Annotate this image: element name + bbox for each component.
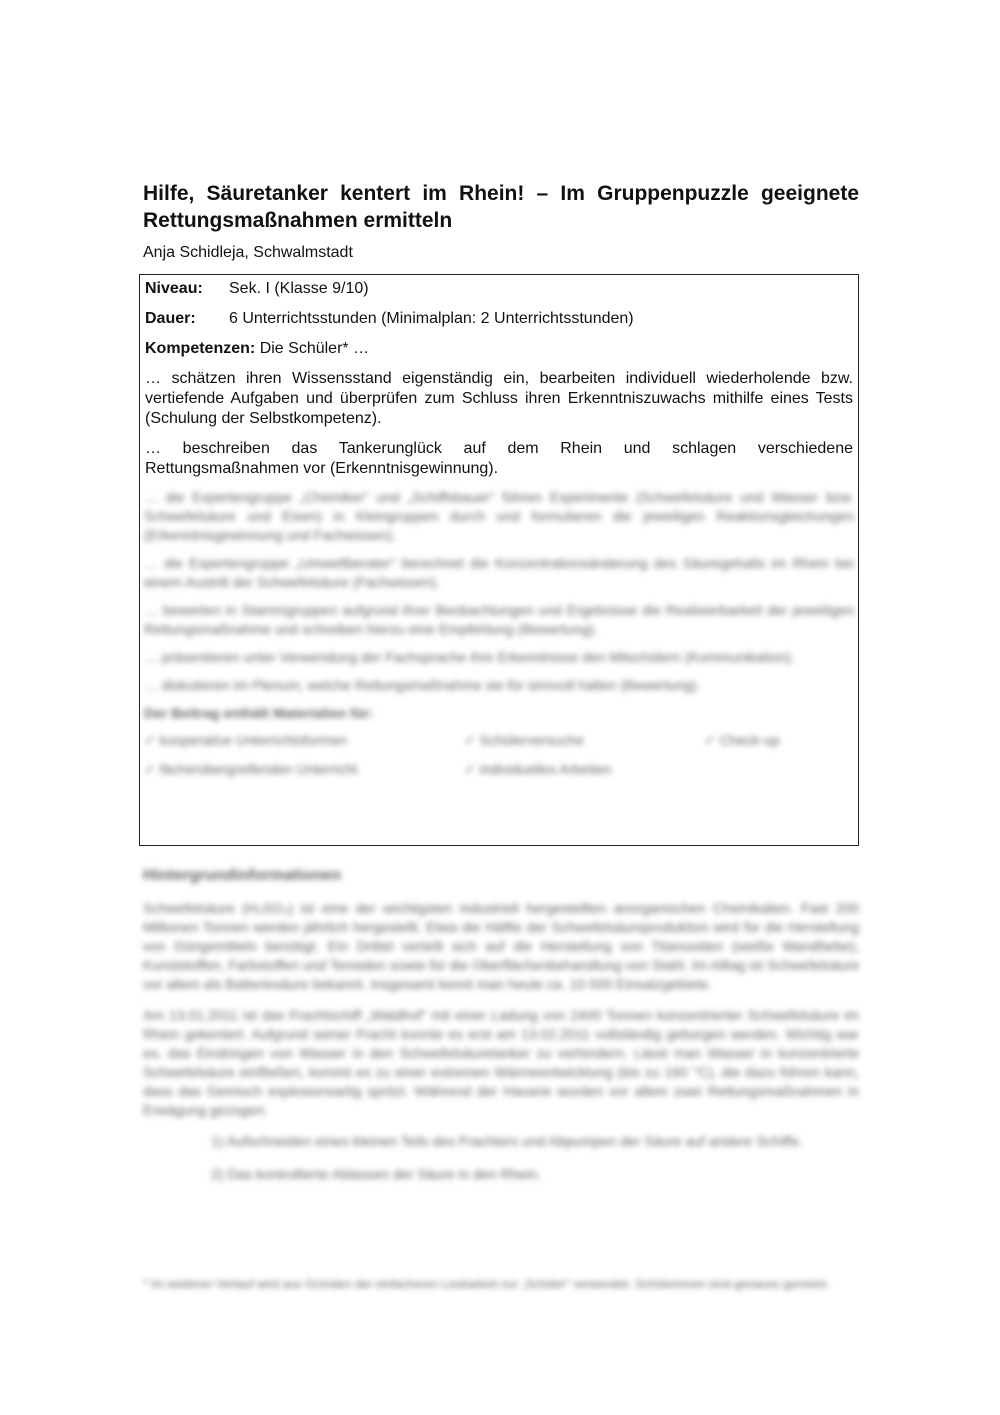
body-paragraph: Schwefelsäure (H₂SO₄) ist eine der wichtigsten industriell hergestellten anorganischen Chemikalien. Fast 200 Millionen Tonnen werden jährlich hergestellt. Etwa die Hälfte der Schwefelsäureproduktion wird für die Herstellung von Düngemitteln benötigt. Ein Drittel verteilt sich auf die Herstellung von Titanoxiden (weiße Wandfarbe), Kunststoffen, Farbstoffen und Tensiden sowie für die Oberflächenbehandlung von Stahl. Im Alltag ist Schwefelsäure vor allem als Batteriesäure bekannt. Insgesamt kennt man heute ca. 10 000 Einsatzgebiete. (143, 900, 860, 992)
author-line: Anja Schidleja, Schwalmstadt (143, 244, 353, 261)
competence-item: … präsentieren unter Verwendung der Fachsprache ihre Erkenntnisse den Mitschülern (Kommunikation). (144, 649, 795, 665)
dauer-label: Dauer: (145, 310, 196, 327)
niveau-row (145, 279, 853, 299)
material-item: ✓ Check-up (704, 732, 780, 748)
niveau-label: Niveau: (145, 280, 203, 297)
page-title: Hilfe, Säuretanker kentert im Rhein! – Im Gruppenpuzzle geeignete Rettungsmaßnahmen ermitteln (143, 182, 859, 232)
material-item: ✓ kooperative Unterrichtsformen (144, 732, 348, 748)
competence-item: … beschreiben das Tankerunglück auf dem Rhein und schlagen verschiedene Rettungsmaßnahmen vor (Erkenntnisgewinnung). (145, 440, 853, 477)
footnote: * Im weiteren Verlauf wird aus Gründen der einfacheren Lesbarkeit nur „Schüler“ verwendet. Schülerinnen sind genauso gemeint. (143, 1277, 830, 1291)
kompetenzen-value: Die Schüler* … (259, 340, 370, 357)
list-item: 1) Aufschneiden eines kleinen Teils des Frachters und Abpumpen der Säure auf andere Schiffe. (211, 1133, 803, 1149)
body-paragraph: Am 13.01.2011 ist das Frachtschiff „Waldhof“ mit einer Ladung von 2400 Tonnen konzentrierter Schwefelsäure im Rhein gekentert. Aufgrund seiner Fracht konnte es erst am 13.02.2011 vollständig geborgen werden. Wichtig war es, das Eindringen von Wasser in den Schwefelsäuretanker zu verhindern. Lässt man Wasser in konzentrierte Schwefelsäure einfließen, kommt es zu einer extremen Wärmeentwicklung (bis zu 160 °C), die dazu führen kann, dass das Gemisch explosionsartig spritzt. Während der Havarie wurden vor allem zwei Rettungsmaßnahmen in Erwägung gezogen: (143, 1007, 859, 1118)
material-item: ✓ Schülerversuche (464, 732, 584, 748)
material-item: ✓ fächerübergreifenden Unterricht (144, 761, 358, 777)
competence-item: … schätzen ihren Wissensstand eigenständig ein, bearbeiten individuell wiederholende bzw. vertiefende Aufgaben und überprüfen zum Schluss ihren Erkenntniszuwachs mithilfe eines Tests (Schulung der Selbstkompetenz). (145, 370, 853, 427)
competence-item: … bewerten in Stammgruppen aufgrund ihrer Beobachtungen und Ergebnisse die Realisierbarkeit der jeweiligen Rettungsmaßnahme und schreiben hierzu eine Empfehlung (Bewertung). (144, 602, 854, 637)
dauer-row (145, 309, 853, 329)
dauer-value: 6 Unterrichtsstunden (Minimalplan: 2 Unterrichtsstunden) (229, 310, 634, 327)
competence-item: … die Expertengruppe „Umweltberater“ berechnet die Konzentrationsänderung des Säuregehalts im Rhein bei einem Austritt der Schwefelsäure (Fachwissen). (144, 555, 854, 590)
background-section (143, 866, 859, 1198)
competence-item: … die Expertengruppe „Chemiker“ und „Schiffsbauer“ führen Experimente (Schwefelsäure und Wasser bzw. Schwefelsäure und Eisen) in Kleingruppen durch und formulieren die jeweiligen Reaktionsgleichungen (Erkenntnisgewinnung und Fachwissen). (144, 489, 854, 543)
material-item: ✓ individuelles Arbeiten (464, 761, 612, 777)
rescue-list (143, 1132, 859, 1184)
materials-list (144, 731, 854, 779)
competence-item: … diskutieren im Plenum, welche Rettungsmaßnahme sie für sinnvoll halten (Bewertung). (144, 677, 701, 693)
blurred-preview-region (140, 478, 858, 845)
kompetenzen-label: Kompetenzen: (145, 340, 256, 357)
list-item: 2) Das kontrollierte Ablassen der Säure in den Rhein. (211, 1166, 541, 1182)
niveau-value: Sek. I (Klasse 9/10) (229, 280, 369, 297)
section-heading: Hintergrundinformationen (143, 867, 342, 884)
kompetenzen-row (145, 339, 853, 359)
materials-title: Der Beitrag enthält Materialien für: (144, 705, 374, 721)
